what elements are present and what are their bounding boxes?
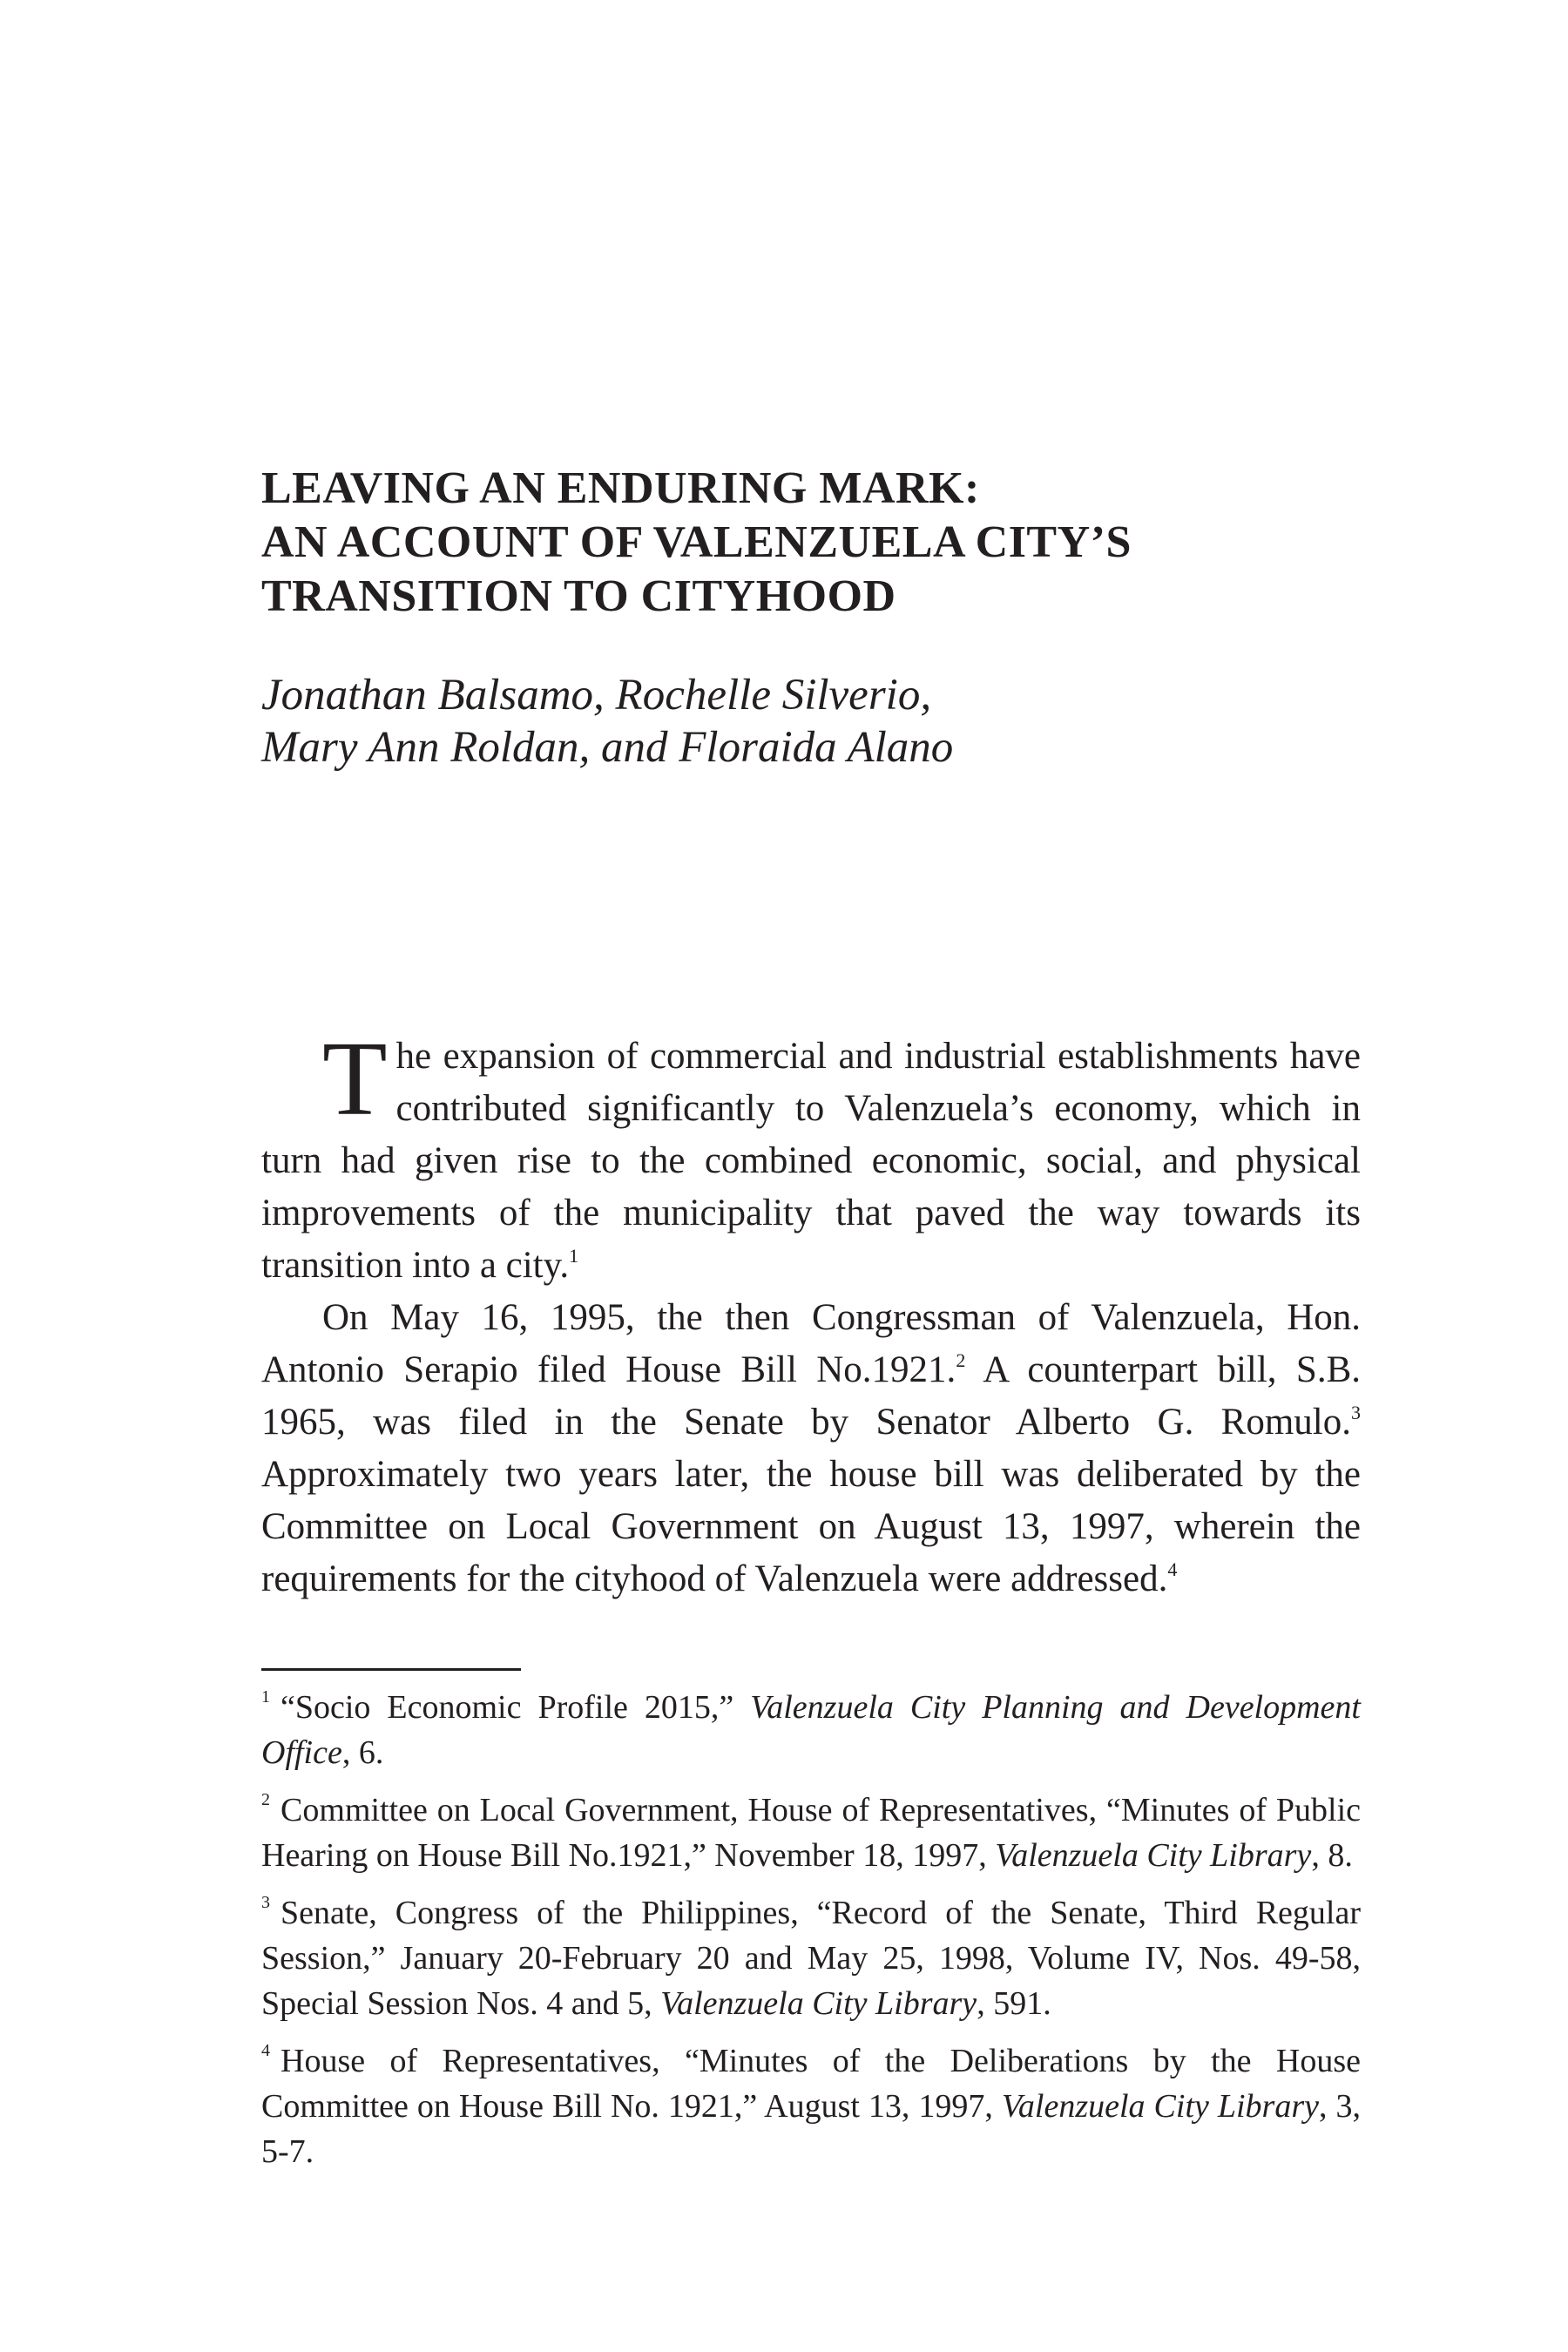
author-byline xyxy=(261,669,1359,774)
footnote-2 xyxy=(261,1788,1361,1878)
footnote-page: , 6. xyxy=(341,1734,384,1771)
footnote-source: Valenzuela City Planning and Development Office xyxy=(261,1689,1361,1771)
title-line-3: TRANSITION TO CITYHOOD xyxy=(261,571,896,621)
footnote-page: , 8. xyxy=(1311,1837,1353,1874)
paragraph-1-text: he expansion of commercial and industrial establishments have contributed significantly to Valenzuela’s economy, which in turn had given rise to the combined economic, social, and physical improvements of the municipality that paved the way towards its transition into a city. xyxy=(261,1036,1361,1286)
footnote-ref-4[interactable]: 4 xyxy=(1167,1558,1178,1580)
chapter-title xyxy=(261,462,1359,624)
paragraph-2 xyxy=(261,1292,1361,1605)
footnote-text: House of Representatives, “Minutes of the Deliberations by the House Committee on House Bill No. 1921,” August 13, 1997, xyxy=(261,2043,1361,2125)
footnote-ref-2[interactable]: 2 xyxy=(956,1349,966,1371)
paragraph-2-text-b: A counterpart bill, S.B. 1965, was filed in the Senate by Senator Alberto G. Romulo. xyxy=(261,1349,1361,1443)
footnote-text: “Socio Economic Profile 2015,” xyxy=(280,1689,751,1726)
footnote-source: Valenzuela City Library xyxy=(1001,2088,1320,2125)
footnote-source: Valenzuela City Library xyxy=(995,1837,1312,1874)
footnote-3 xyxy=(261,1890,1361,2026)
footnote-text: Senate, Congress of the Philippines, “Record of the Senate, Third Regular Session,” January 20-February 20 and May 25, 1998, Volume IV, Nos. 49-58, Special Session Nos. 4 and 5, xyxy=(261,1895,1361,2022)
paragraph-1 xyxy=(261,1020,1361,1292)
footnotes xyxy=(261,1685,1361,2186)
paragraph-2-text-a: On May 16, 1995, the then Congressman of Valenzuela, Hon. Antonio Serapio filed House Bill No.1921. xyxy=(261,1297,1361,1390)
title-line-1: LEAVING AN ENDURING MARK: xyxy=(261,463,980,513)
footnote-number: 1 xyxy=(261,1687,270,1707)
footnote-4 xyxy=(261,2038,1361,2174)
footnote-1 xyxy=(261,1685,1361,1775)
footnote-number: 2 xyxy=(261,1790,270,1809)
footnote-divider xyxy=(261,1668,521,1671)
footnote-number: 3 xyxy=(261,1893,270,1912)
footnote-number: 4 xyxy=(261,2041,270,2060)
footnote-page: , 591. xyxy=(977,1985,1051,2022)
footnote-ref-1[interactable]: 1 xyxy=(569,1245,579,1267)
drop-cap: T xyxy=(322,1020,388,1138)
body-text xyxy=(261,1020,1361,1605)
footnote-page: , 3, 5-7. xyxy=(261,2088,1362,2170)
footnote-source: Valenzuela City Library xyxy=(660,1985,977,2022)
paragraph-2-text-c: Approximately two years later, the house bill was deliberated by the Committee on Local Government on August 13, 1997, wherein the requirements for the cityhood of Valenzuela were addressed. xyxy=(261,1454,1361,1599)
title-line-2: AN ACCOUNT OF VALENZUELA CITY’S xyxy=(261,517,1132,567)
footnote-ref-3[interactable]: 3 xyxy=(1351,1402,1361,1423)
author-line-2: Mary Ann Roldan, and Floraida Alano xyxy=(261,723,954,772)
author-line-1: Jonathan Balsamo, Rochelle Silverio, xyxy=(261,671,932,720)
footnote-text: Committee on Local Government, House of Representatives, “Minutes of Public Hearing on House Bill No.1921,” November 18, 1997, xyxy=(261,1792,1361,1874)
